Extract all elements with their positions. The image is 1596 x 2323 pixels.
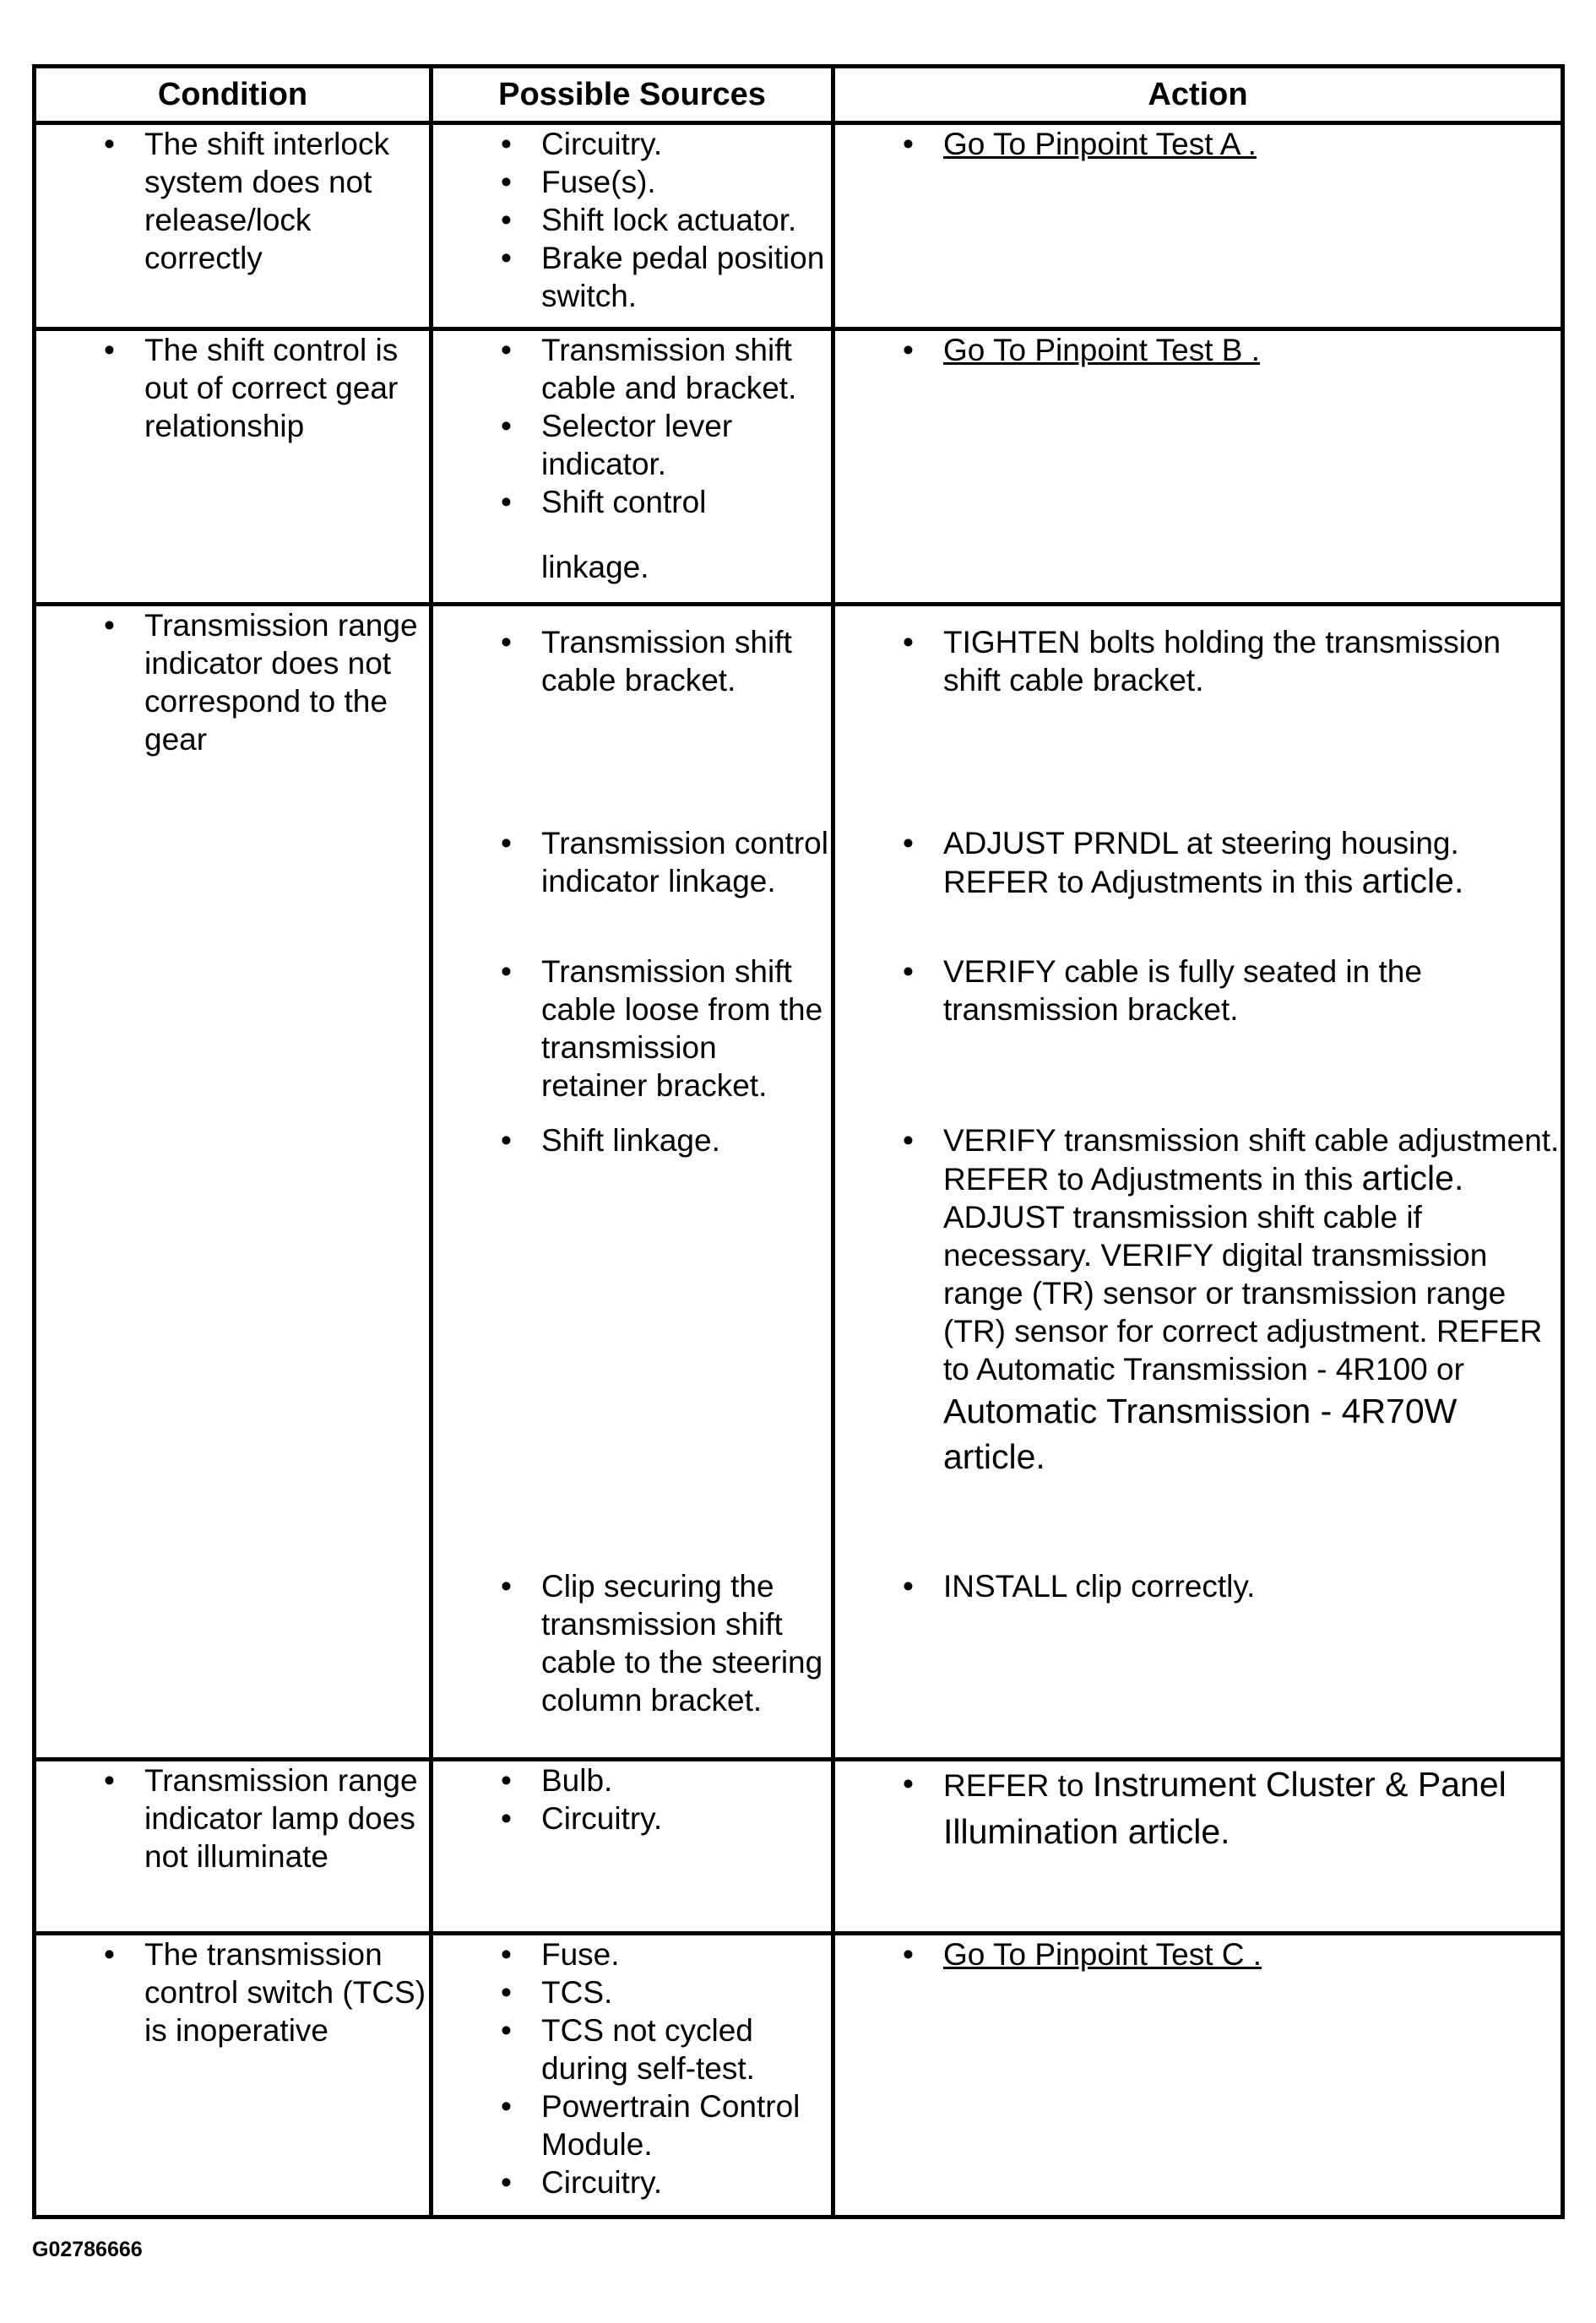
condition-text: • The shift interlock system does not release/lock correctly xyxy=(36,125,429,277)
sources-cell xyxy=(432,329,833,605)
header-row xyxy=(35,67,1563,123)
condition-text: • The shift control is out of correct gear relationship xyxy=(36,331,429,445)
condition-text: • Transmission range indicator lamp does not illuminate xyxy=(36,1761,429,1875)
source-item: • Transmission shift cable bracket. xyxy=(433,623,831,699)
action-cell xyxy=(833,1760,1563,1934)
source-continuation: linkage. xyxy=(541,550,649,584)
table-row xyxy=(35,1760,1563,1934)
action-item: • INSTALL clip correctly. xyxy=(835,1567,1561,1605)
source-item: • Powertrain Control Module. xyxy=(433,2087,831,2163)
table-row xyxy=(35,123,1563,329)
pinpoint-test-c-link[interactable]: Go To Pinpoint Test C . xyxy=(943,1937,1262,1972)
action-item: • ADJUST PRNDL at steering housing. REFER to Adjustments in this article. xyxy=(835,824,1561,901)
table-row xyxy=(35,329,1563,605)
source-item: • Transmission shift cable and bracket. xyxy=(433,331,831,407)
action-cell xyxy=(833,1934,1563,2217)
condition-cell xyxy=(35,329,432,605)
source-item: • Bulb. xyxy=(433,1761,831,1799)
condition-cell xyxy=(35,605,432,1760)
table-row xyxy=(35,1934,1563,2217)
action-item: • VERIFY transmission shift cable adjustment. REFER to Adjustments in this article. ADJUST transmission shift cable if necessary. VERIFY digital transmission range (TR) sensor or transmission range (TR) sensor for correct adjustment. REFER to Automatic Transmission - 4R100 or Automatic Transmission - 4R70W article. xyxy=(835,1121,1561,1479)
source-item: • Circuitry. xyxy=(433,1799,831,1837)
source-item: • Transmission control indicator linkage. xyxy=(433,824,831,900)
condition-text: • Transmission range indicator does not correspond to the gear xyxy=(36,606,429,758)
source-item: • TCS. xyxy=(433,1973,831,2011)
header-condition: Condition xyxy=(35,67,432,123)
sources-cell xyxy=(432,1760,833,1934)
source-item: • TCS not cycled during self-test. xyxy=(433,2011,831,2087)
action-item: • VERIFY cable is fully seated in the transmission bracket. xyxy=(835,953,1561,1029)
header-action: Action xyxy=(833,67,1563,123)
action-item: • REFER to Instrument Cluster & Panel Illumination article. xyxy=(835,1761,1561,1856)
source-item: • Brake pedal position switch. xyxy=(433,239,831,315)
source-item: • Circuitry. xyxy=(433,125,831,163)
source-item: • Clip securing the transmission shift cable to the steering column bracket. xyxy=(433,1567,831,1719)
source-item: • Shift linkage. xyxy=(433,1121,831,1159)
sources-cell xyxy=(432,605,833,1760)
action-item: • TIGHTEN bolts holding the transmission shift cable bracket. xyxy=(835,623,1561,699)
source-item: • Fuse. xyxy=(433,1935,831,1973)
pinpoint-test-b-link[interactable]: Go To Pinpoint Test B . xyxy=(943,333,1261,367)
source-item: • Fuse(s). xyxy=(433,163,831,201)
diagnosis-table xyxy=(32,64,1565,2219)
source-item: • Shift lock actuator. xyxy=(433,201,831,239)
header-possible-sources: Possible Sources xyxy=(432,67,833,123)
table-row xyxy=(35,605,1563,1760)
pinpoint-test-a-link[interactable]: Go To Pinpoint Test A . xyxy=(943,127,1257,161)
condition-cell xyxy=(35,123,432,329)
figure-code: G02786666 xyxy=(32,2238,143,2261)
source-item: • Selector lever indicator. xyxy=(433,407,831,483)
source-item: • Transmission shift cable loose from the transmission retainer bracket. xyxy=(433,953,831,1105)
sources-cell xyxy=(432,1934,833,2217)
action-cell xyxy=(833,123,1563,329)
condition-cell xyxy=(35,1760,432,1934)
action-cell xyxy=(833,329,1563,605)
sources-cell xyxy=(432,123,833,329)
source-item: • Circuitry. xyxy=(433,2163,831,2201)
condition-text: • The transmission control switch (TCS) is inoperative xyxy=(36,1935,429,2049)
source-item: • Shift control xyxy=(433,483,831,521)
action-cell xyxy=(833,605,1563,1760)
condition-cell xyxy=(35,1934,432,2217)
